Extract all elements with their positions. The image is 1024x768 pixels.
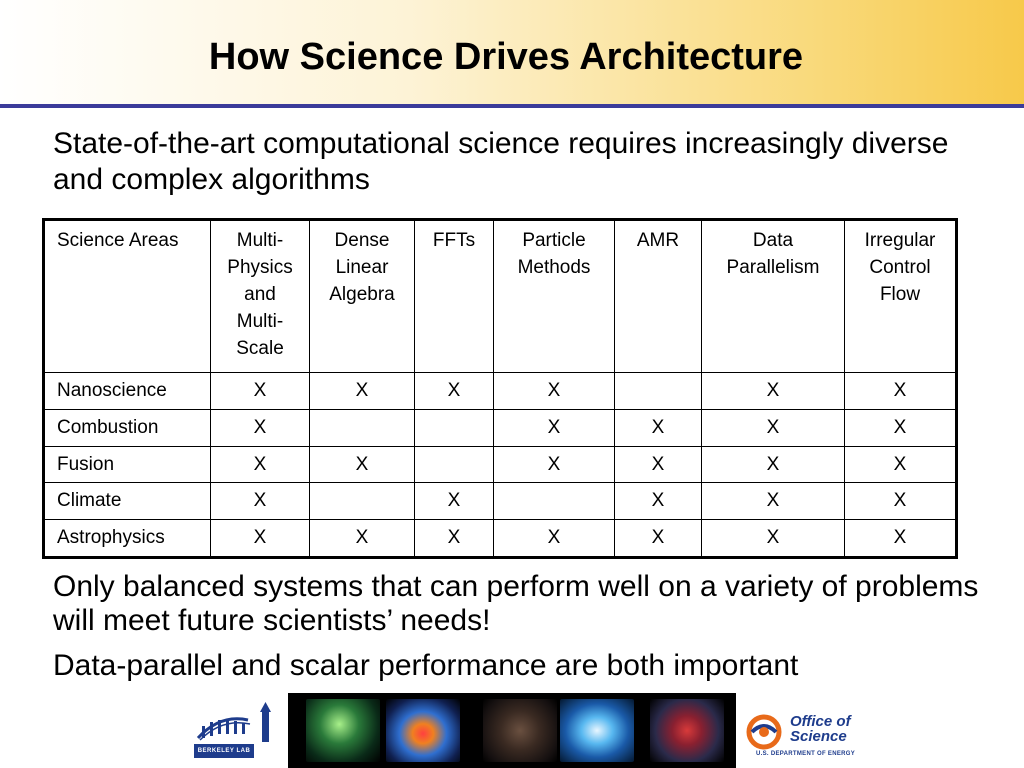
header-irregular-control-flow: Irregular Control Flow xyxy=(845,220,957,373)
row-area: Combustion xyxy=(44,409,211,446)
table-cell: X xyxy=(494,409,615,446)
row-area: Fusion xyxy=(44,446,211,483)
table-cell: X xyxy=(211,520,310,558)
simulation-thumbnail xyxy=(386,699,460,762)
title-divider xyxy=(0,104,1024,108)
table-cell: X xyxy=(615,483,702,520)
table-cell: X xyxy=(702,483,845,520)
table-cell: X xyxy=(494,373,615,410)
table-header-row xyxy=(44,220,957,373)
table-cell xyxy=(310,483,415,520)
row-area: Climate xyxy=(44,483,211,520)
table-cell: X xyxy=(702,446,845,483)
header-ffts: FFTs xyxy=(415,220,494,373)
simulation-thumbnail xyxy=(483,699,557,762)
table-cell: X xyxy=(615,520,702,558)
table-cell xyxy=(415,446,494,483)
table-cell: X xyxy=(615,446,702,483)
doe-subtitle: U.S. DEPARTMENT OF ENERGY xyxy=(756,751,856,757)
table-cell: X xyxy=(415,373,494,410)
header-multi-physics: Multi-Physics and Multi-Scale xyxy=(211,220,310,373)
table-cell: X xyxy=(310,520,415,558)
office-of-science-title: Office of Science xyxy=(790,713,851,745)
simulation-thumbnail xyxy=(306,699,380,762)
table-cell: X xyxy=(702,373,845,410)
table-cell xyxy=(415,409,494,446)
table-row xyxy=(44,446,957,483)
simulation-thumbnail xyxy=(650,699,724,762)
table-cell: X xyxy=(310,373,415,410)
berkeley-lab-label: BERKELEY LAB xyxy=(194,744,254,758)
table-cell: X xyxy=(415,520,494,558)
table-cell: X xyxy=(702,520,845,558)
table-row xyxy=(44,409,957,446)
header-particle-methods: Particle Methods xyxy=(494,220,615,373)
header-dense-linear-algebra: Dense Linear Algebra xyxy=(310,220,415,373)
table-cell: X xyxy=(845,483,957,520)
simulation-image-strip xyxy=(288,693,736,768)
table-cell xyxy=(310,409,415,446)
table-cell: X xyxy=(615,409,702,446)
science-algorithm-table xyxy=(42,218,958,559)
header-amr: AMR xyxy=(615,220,702,373)
note-text: Data-parallel and scalar performance are both important xyxy=(53,649,799,682)
table-cell: X xyxy=(211,409,310,446)
table-row xyxy=(44,520,957,558)
table-cell: X xyxy=(494,446,615,483)
conclusion-text: Only balanced systems that can perform well on a variety of problems will meet future scientists’ needs! xyxy=(53,570,979,637)
table-cell: X xyxy=(702,409,845,446)
table-cell xyxy=(494,483,615,520)
table-cell: X xyxy=(845,409,957,446)
table-cell: X xyxy=(211,446,310,483)
table-cell: X xyxy=(845,520,957,558)
table-cell: X xyxy=(494,520,615,558)
table-row xyxy=(44,483,957,520)
table-cell: X xyxy=(211,373,310,410)
table-cell: X xyxy=(310,446,415,483)
table-cell: X xyxy=(845,373,957,410)
row-area: Astrophysics xyxy=(44,520,211,558)
header-science-areas: Science Areas xyxy=(44,220,211,373)
simulation-thumbnail xyxy=(560,699,634,762)
header-data-parallelism: Data Parallelism xyxy=(702,220,845,373)
row-area: Nanoscience xyxy=(44,373,211,410)
doe-swirl-logo xyxy=(746,714,782,750)
table-row xyxy=(44,373,957,410)
table-cell: X xyxy=(211,483,310,520)
slide-title: How Science Drives Architecture xyxy=(208,36,804,78)
table-cell: X xyxy=(845,446,957,483)
intro-text: State-of-the-art computational science requires increasingly diverse and complex algorithms xyxy=(53,127,949,196)
table-cell xyxy=(615,373,702,410)
table-cell: X xyxy=(415,483,494,520)
